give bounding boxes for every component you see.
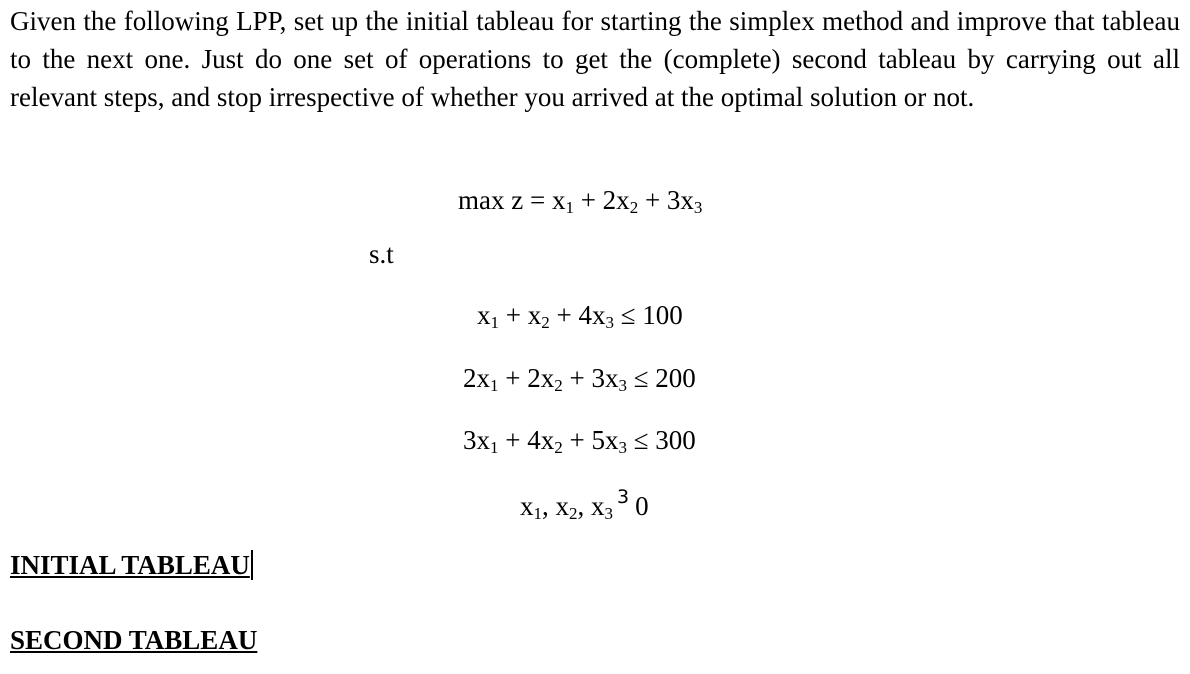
text-cursor (251, 550, 253, 580)
initial-tableau-heading: INITIAL TABLEAU (10, 549, 253, 581)
problem-statement: Given the following LPP, set up the initial tableau for starting the simplex method and improve that tableau to the next one. Just do one set of operations to get the (complete) second tableau by carrying out all relevant steps, and stop irrespective of whether you arrived at the optimal solution or not. (10, 6, 1180, 112)
second-tableau-heading: SECOND TABLEAU (10, 625, 258, 655)
constraint-3: $3x_1 + 4x_2 + 5x_3 \le 300$ (463, 425, 696, 457)
subject-to-label: s.t (369, 239, 394, 269)
non-negativity-constraint: $x_1$, $x_2$, $x_3^3$ 0 (520, 486, 649, 523)
objective-function: $\max z = x_1 + 2x_2 + 3x_3$ (458, 185, 703, 217)
garbled-ge-symbol: 3 (617, 486, 630, 508)
constraint-1: $x_1 + x_2 + 4x_3 \le 100$ (477, 300, 683, 332)
constraint-2: $2x_1 + 2x_2 + 3x_3 \le 200$ (463, 363, 696, 395)
